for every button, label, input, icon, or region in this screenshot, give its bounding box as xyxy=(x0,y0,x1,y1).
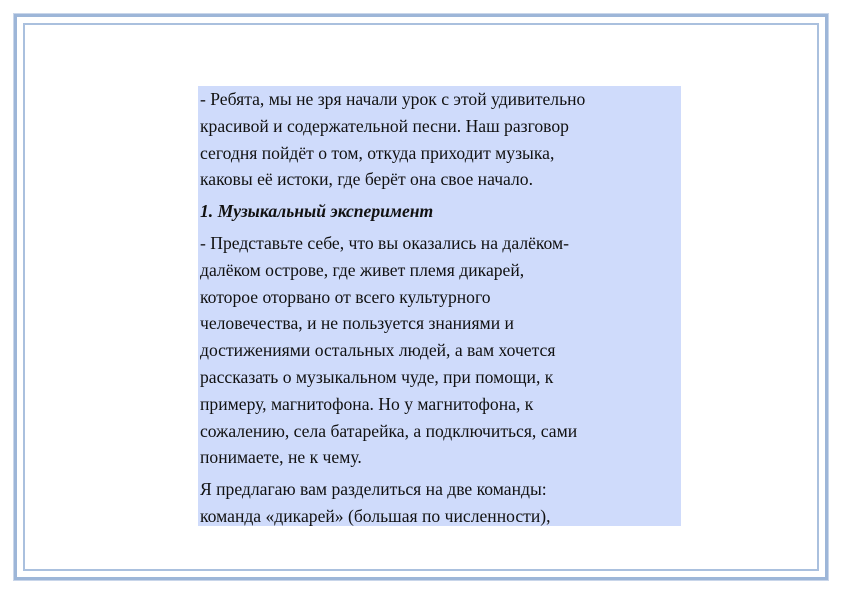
experiment-paragraph: - Представьте себе, что вы оказались на далёком- далёком острове, где живет племя дикарей, которое оторвано от всего культурного человечества, и не пользуется знаниями и достижениями остальных людей, а вам хочется рассказать о музыкальном чуде, при помощи, к примеру, магнитофона. Но у магнитофона, к сожалению, села батарейка, а подключиться, сами понимаете, не к чему. xyxy=(200,232,578,468)
text-box xyxy=(198,86,681,526)
section-heading: 1. Музыкальный эксперимент xyxy=(200,201,434,222)
intro-paragraph: - Ребята, мы не зря начали урок с этой удивительно красивой и содержательной песни. Наш разговор сегодня пойдёт о том, откуда приходит музыка, каковы её истоки, где берёт она свое начало. xyxy=(200,89,586,190)
teams-paragraph: Я предлагаю вам разделиться на две команды: команда «дикарей» (большая по численности), xyxy=(200,479,551,526)
